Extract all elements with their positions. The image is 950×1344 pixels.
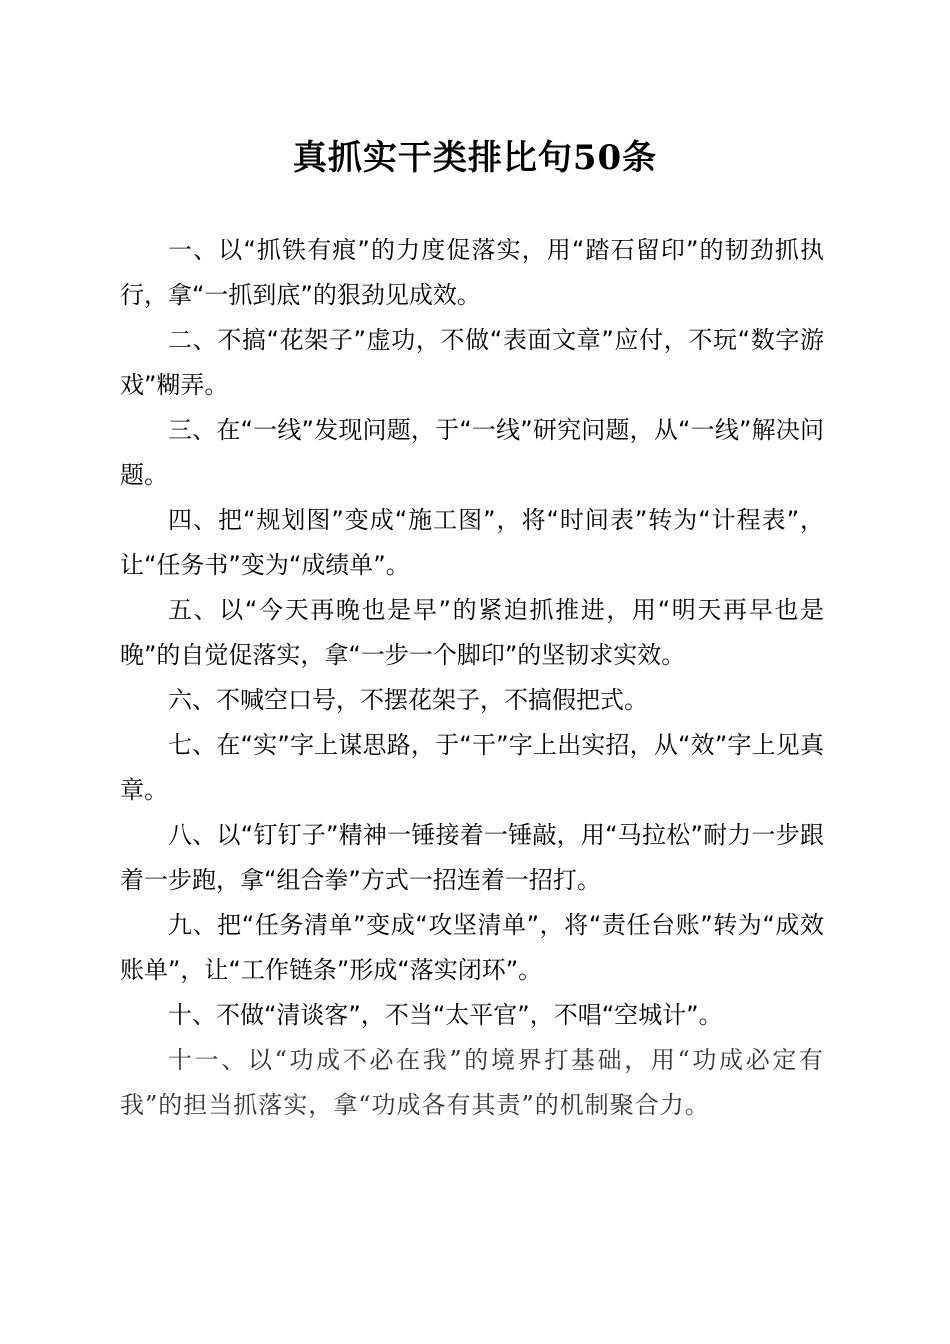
paragraph-6: 六、不喊空口号，不摆花架子，不搞假把式。 xyxy=(168,686,648,714)
paragraph-4: 四、把“规划图”变成“施工图”，将“时间表”转为“计程表”，让“任务书”变为“成绩单”。 xyxy=(120,506,824,579)
paragraph-11: 十一、以“功成不必在我”的境界打基础，用“功成必定有我”的担当抓落实，拿“功成各有其责”的机制聚合力。 xyxy=(120,1046,824,1119)
paragraph-3: 三、在“一线”发现问题，于“一线”研究问题，从“一线”解决问题。 xyxy=(120,416,824,489)
paragraph-5: 五、以“今天再晚也是早”的紧迫抓推进，用“明天再早也是晚”的自觉促落实，拿“一步一个脚印”的坚韧求实效。 xyxy=(120,596,824,669)
document-title: 真抓实干类排比句50条 xyxy=(292,138,658,178)
paragraph-10: 十、不做“清谈客”，不当“太平官”，不唱“空城计”。 xyxy=(168,1001,723,1029)
paragraph-1: 一、以“抓铁有痕”的力度促落实，用“踏石留印”的韧劲抓执行，拿“一抓到底”的狠劲见成效。 xyxy=(120,236,824,309)
paragraph-8: 八、以“钉钉子”精神一锤接着一锤敲，用“马拉松”耐力一步跟着一步跑，拿“组合拳”方式一招连着一招打。 xyxy=(120,821,824,894)
paragraph-2: 二、不搞“花架子”虚功，不做“表面文章”应付，不玩“数字游戏”糊弄。 xyxy=(120,326,824,399)
paragraph-9: 九、把“任务清单”变成“攻坚清单”，将“责任台账”转为“成效账单”，让“工作链条”形成“落实闭环”。 xyxy=(120,911,824,984)
document-body xyxy=(120,228,824,1128)
paragraph-7: 七、在“实”字上谋思路，于“干”字上出实招，从“效”字上见真章。 xyxy=(120,731,824,804)
